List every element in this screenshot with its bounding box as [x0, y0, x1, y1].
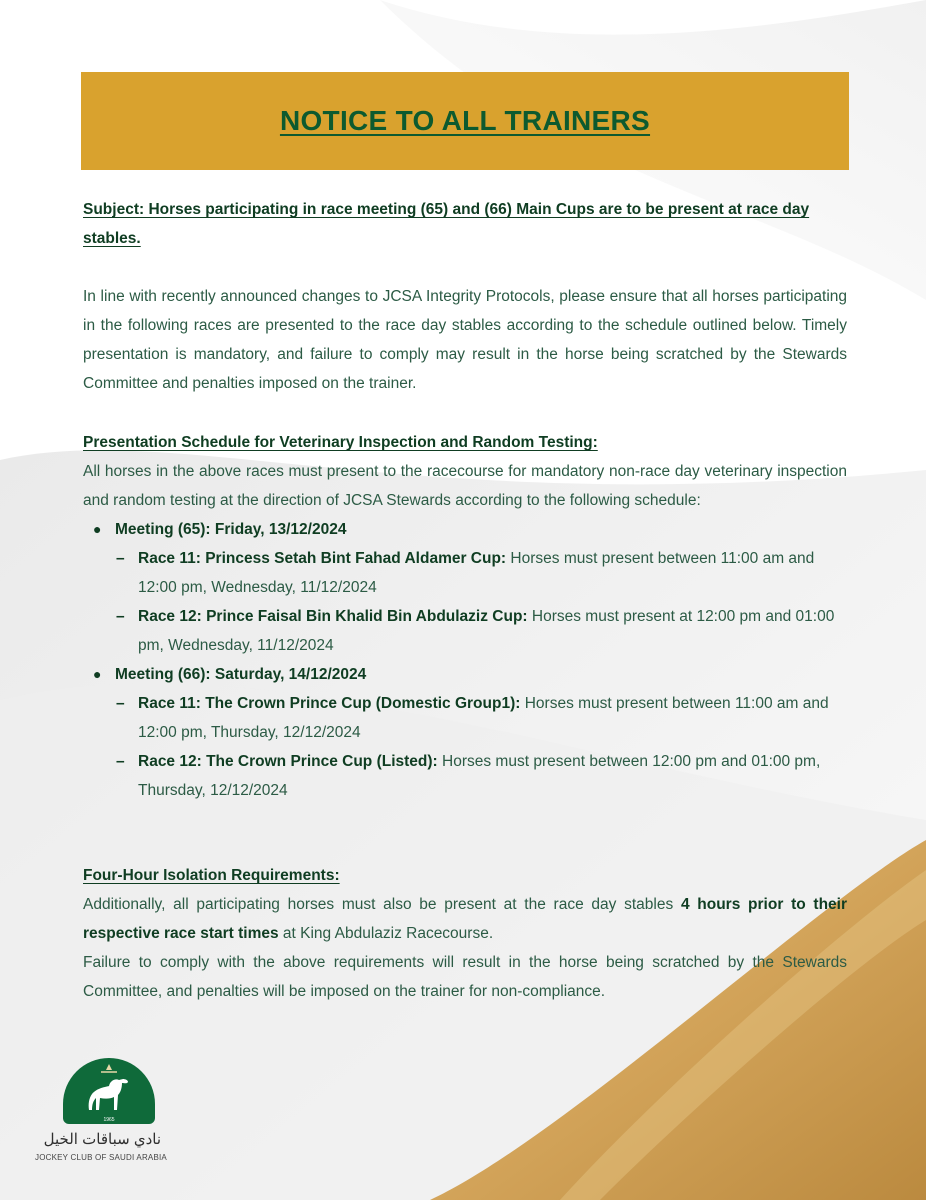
race-item: [116, 544, 847, 602]
dash-icon: –: [116, 608, 125, 625]
isolation-section: [83, 861, 847, 1006]
logo-english-name: JOCKEY CLUB OF SAUDI ARABIA: [35, 1153, 167, 1162]
logo-arabic-name: نادي سباقات الخيل: [43, 1131, 161, 1148]
meeting-item: [93, 660, 847, 689]
schedule-title: Presentation Schedule for Veterinary Inspection and Random Testing:: [83, 434, 598, 451]
isolation-paragraph: Additionally, all participating horses must also be present at the race day stables 4 hours prior to their respective race start times at King Abdulaziz Racecourse.: [83, 896, 847, 942]
meeting-label: Meeting (65): Friday, 13/12/2024: [115, 521, 347, 538]
schedule-intro: All horses in the above races must present to the racecourse for mandatory non-race day veterinary inspection and random testing at the direction of JCSA Stewards according to the following schedule:: [83, 463, 847, 509]
race-detail: Horses must present at 12:00 pm and 01:00 pm, Wednesday, 11/12/2024: [138, 608, 835, 654]
bullet-icon: ●: [93, 666, 102, 682]
isolation-highlight: 4 hours prior to their respective race start times: [83, 896, 847, 942]
meeting-item: [93, 515, 847, 544]
dash-icon: –: [116, 695, 125, 712]
dash-icon: –: [116, 550, 125, 567]
bullet-icon: ●: [93, 521, 102, 537]
dash-icon: –: [116, 753, 125, 770]
logo-badge: [63, 1058, 155, 1124]
race-name: Race 12: Prince Faisal Bin Khalid Bin Abdulaziz Cup:: [138, 608, 528, 625]
isolation-title: Four-Hour Isolation Requirements:: [83, 867, 340, 884]
jockey-club-logo: [33, 1058, 193, 1170]
horse-icon: [63, 1058, 155, 1124]
race-detail: Horses must present between 11:00 am and 12:00 pm, Thursday, 12/12/2024: [138, 695, 829, 741]
race-name: Race 11: Princess Setah Bint Fahad Aldamer Cup:: [138, 550, 507, 567]
race-item: [116, 689, 847, 747]
schedule-section: [83, 428, 847, 805]
race-detail: Horses must present between 12:00 pm and 01:00 pm, Thursday, 12/12/2024: [138, 753, 821, 799]
notice-title: NOTICE TO ALL TRAINERS: [279, 105, 651, 136]
logo-year: 1965: [103, 1117, 115, 1123]
race-detail: Horses must present between 11:00 am and 12:00 pm, Wednesday, 11/12/2024: [138, 550, 815, 596]
race-name: Race 12: The Crown Prince Cup (Listed):: [138, 753, 438, 770]
race-name: Race 11: The Crown Prince Cup (Domestic Group1):: [138, 695, 521, 712]
race-item: [116, 602, 847, 660]
notice-banner: [81, 72, 849, 170]
meeting-label: Meeting (66): Saturday, 14/12/2024: [115, 666, 367, 683]
subject-line: Subject: Horses participating in race meeting (65) and (66) Main Cups are to be present at race day stables.: [83, 201, 810, 247]
intro-paragraph: In line with recently announced changes to JCSA Integrity Protocols, please ensure that all horses participating in the following races are presented to the race day stables according to the schedule outlined below. Timely presentation is mandatory, and failure to comply may result in the horse being scratched by the Stewards Committee and penalties imposed on the trainer.: [83, 288, 847, 392]
failure-paragraph: Failure to comply with the above requirements will result in the horse being scratched by the Stewards Committee, and penalties will be imposed on the trainer for non-compliance.: [83, 954, 847, 1000]
race-item: [116, 747, 847, 805]
